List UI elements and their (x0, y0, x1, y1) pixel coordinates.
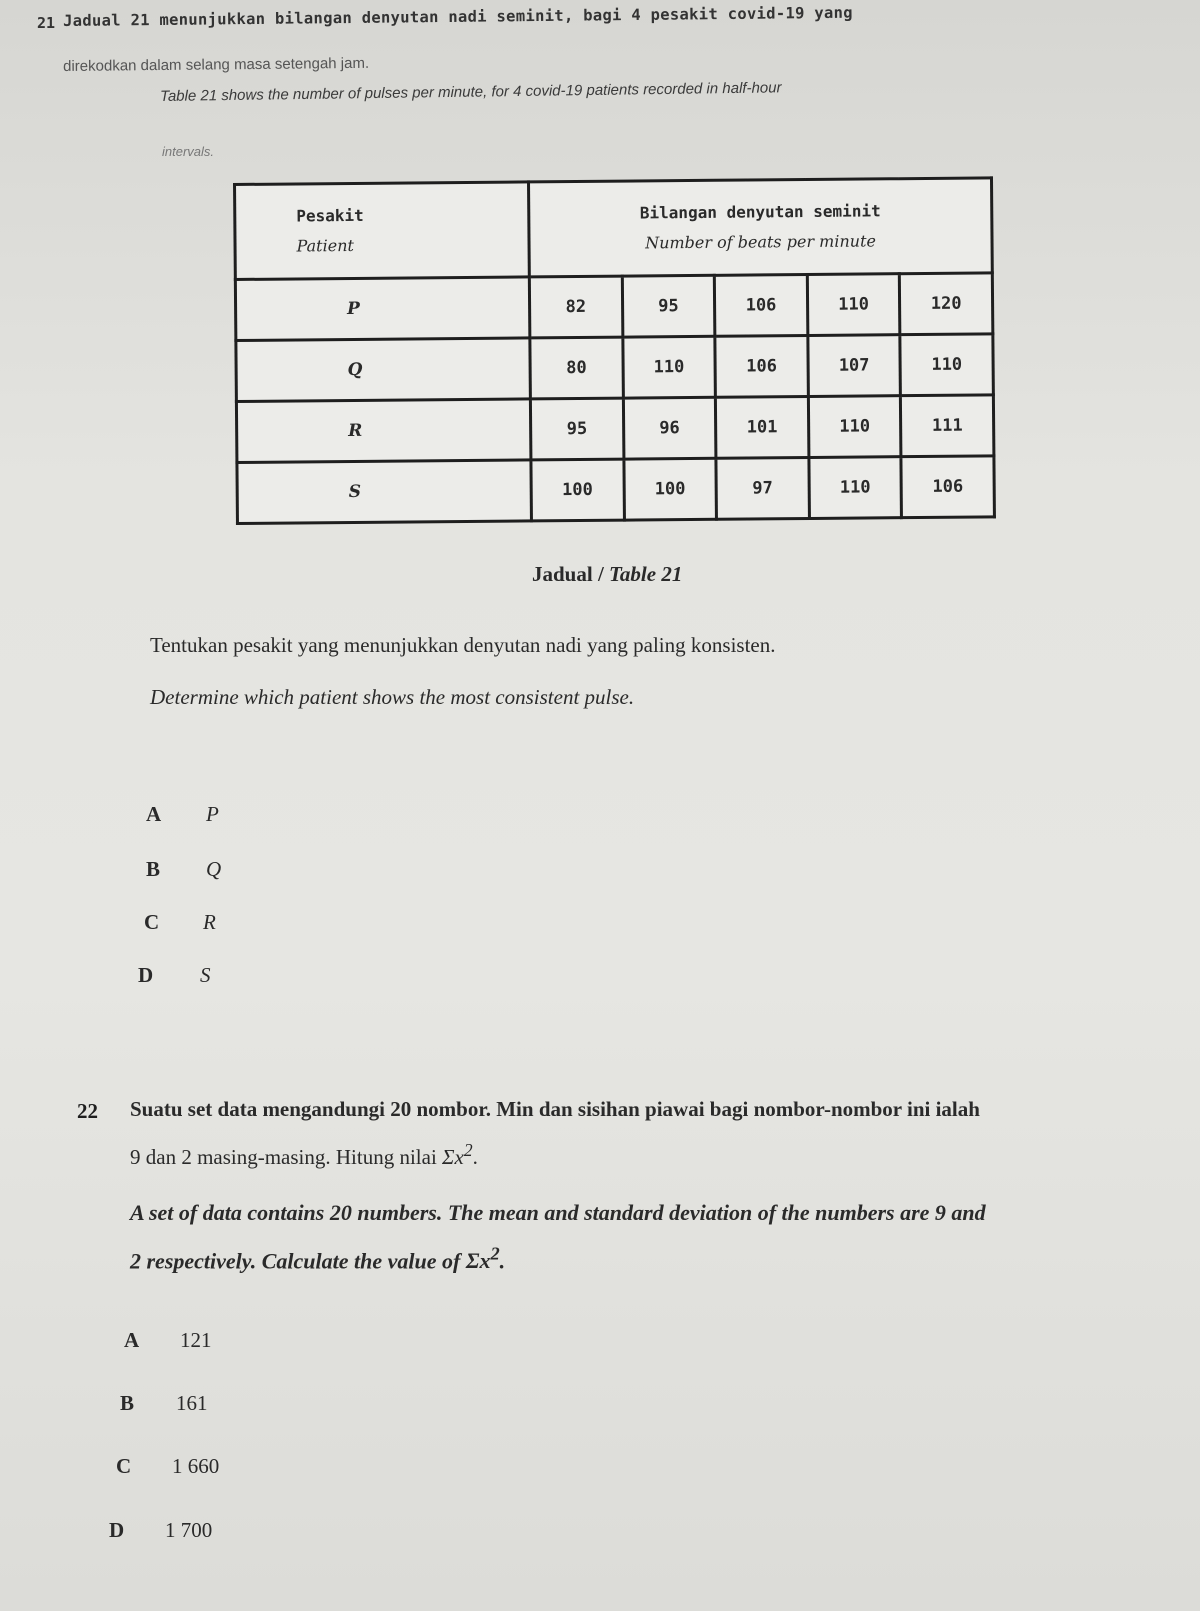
option-value: 1 660 (172, 1454, 220, 1478)
table-row (237, 456, 995, 524)
q22-option-b[interactable] (120, 1391, 208, 1416)
value-cell: 82 (529, 276, 622, 338)
pulse-table (233, 176, 996, 525)
table-row (236, 395, 994, 463)
q21-option-c[interactable] (144, 910, 216, 935)
option-letter: A (146, 802, 162, 826)
patient-cell: P (235, 277, 530, 341)
caption-malay: Jadual / (532, 562, 610, 586)
value-cell: 95 (622, 275, 715, 337)
option-value: R (203, 910, 216, 934)
question-22-number: 22 (77, 1099, 98, 1123)
q21-option-a[interactable] (146, 802, 219, 827)
sum-x-squared (442, 1140, 473, 1169)
value-cell: 96 (623, 397, 716, 459)
question-21-number: 21 (37, 14, 56, 32)
pulse-table-container (233, 176, 1016, 543)
value-cell: 106 (715, 335, 808, 397)
sum-power: 2 (490, 1244, 500, 1264)
option-value: P (206, 802, 219, 826)
option-letter: B (120, 1391, 135, 1415)
sum-symbol: Σx (442, 1145, 464, 1169)
question-22-english-line-1: A set of data contains 20 numbers. The mean and standard deviation of the numbers are 9 and (130, 1200, 986, 1225)
option-letter: D (109, 1518, 125, 1542)
option-value: 121 (180, 1328, 212, 1352)
value-cell: 100 (624, 458, 717, 520)
sum-power: 2 (463, 1140, 473, 1160)
option-value: S (200, 963, 211, 987)
value-cell: 110 (900, 334, 993, 396)
q21-option-b[interactable] (146, 857, 222, 882)
table-row (235, 273, 993, 341)
value-cell: 106 (714, 274, 807, 336)
value-cell: 110 (622, 336, 715, 398)
q22-option-a[interactable] (124, 1328, 212, 1353)
value-cell: 80 (530, 337, 623, 399)
period: . (472, 1145, 478, 1169)
table-header-row (235, 178, 993, 280)
sum-symbol: Σx (465, 1248, 491, 1274)
question-22-english-line-2 (130, 1244, 505, 1274)
q22-option-c[interactable] (116, 1454, 220, 1479)
value-cell: 100 (531, 459, 624, 521)
option-value: 161 (176, 1391, 208, 1415)
option-letter: B (146, 857, 161, 881)
sum-x-squared (465, 1244, 500, 1274)
header-beats-ms: Bilangan denyutan seminit (639, 201, 881, 223)
value-cell: 107 (808, 335, 901, 397)
question-21-malay-line-1: Jadual 21 menunjukkan bilangan denyutan nadi seminit, bagi 4 pesakit covid-19 yang (63, 3, 853, 30)
option-letter: A (124, 1328, 140, 1352)
value-cell: 110 (807, 274, 900, 336)
option-letter: D (138, 963, 154, 987)
patient-cell: Q (236, 338, 531, 402)
value-cell: 95 (530, 398, 623, 460)
option-letter: C (116, 1454, 132, 1478)
question-21-english-line-2: intervals. (162, 144, 215, 159)
question-21-malay-line-2: direkodkan dalam selang masa setengah jam. (63, 54, 370, 75)
value-cell: 110 (809, 457, 902, 519)
question-22-malay-line-1: Suatu set data mengandungi 20 nombor. Min dan sisihan piawai bagi nombor-nombor ini ialah (130, 1097, 980, 1121)
value-cell: 97 (716, 457, 809, 519)
question-21-english-line-1: Table 21 shows the number of pulses per minute, for 4 covid-19 patients recorded in half-hour (160, 79, 782, 105)
question-22-malay-line-2 (130, 1140, 478, 1170)
option-letter: C (144, 910, 160, 934)
option-value: 1 700 (165, 1518, 213, 1542)
header-patient-ms: Pesakit (296, 205, 364, 226)
value-cell: 111 (901, 395, 994, 457)
header-beats (529, 178, 993, 277)
value-cell: 106 (901, 456, 994, 518)
header-patient (235, 182, 530, 280)
table-row (236, 334, 994, 402)
question-21-instruction-malay: Tentukan pesakit yang menunjukkan denyutan nadi yang paling konsisten. (150, 633, 776, 657)
patient-cell: R (236, 399, 531, 463)
table-caption (532, 562, 682, 587)
question-21-instruction-english: Determine which patient shows the most consistent pulse. (150, 685, 635, 709)
period: . (499, 1248, 506, 1274)
header-patient-en: Patient (296, 235, 354, 256)
value-cell: 110 (808, 396, 901, 458)
value-cell: 101 (716, 396, 809, 458)
q22-option-d[interactable] (109, 1518, 213, 1543)
caption-english: Table 21 (609, 562, 683, 586)
question-22-malay-text: 9 dan 2 masing-masing. Hitung nilai (130, 1145, 443, 1169)
question-22-english-text: 2 respectively. Calculate the value of (130, 1248, 466, 1274)
option-value: Q (206, 857, 222, 881)
q21-option-d[interactable] (138, 963, 211, 988)
patient-cell: S (237, 460, 532, 524)
value-cell: 120 (900, 273, 993, 335)
header-beats-en: Number of beats per minute (645, 231, 877, 253)
